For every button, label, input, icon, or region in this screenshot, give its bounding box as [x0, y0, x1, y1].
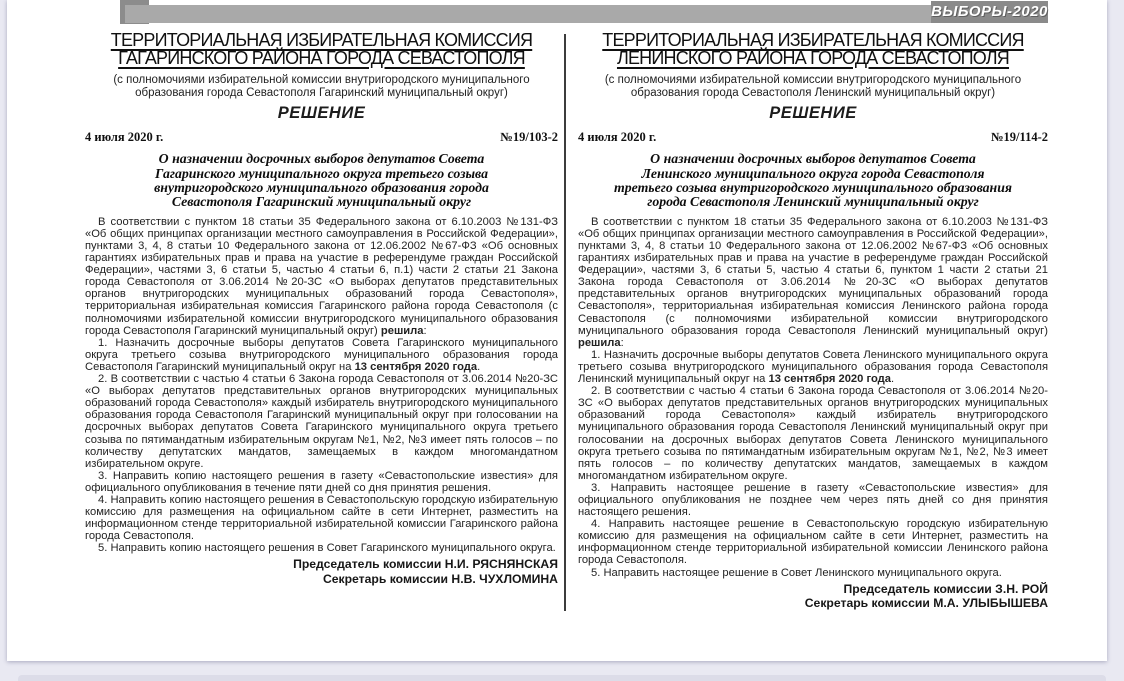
masthead-rule-bar: [125, 5, 1048, 23]
item-1-text: 1. Назначить досрочные выборы депутатов Совета Ленинского муниципального округа третьего созыва внутригородского муниципального образования города Севастополя Ленинский муниципальный округ на: [578, 348, 1048, 386]
preamble-text: В соответствии с пунктом 18 статьи 35 Федерального закона от 6.10.2003 №131-ФЗ «Об общих принципах организации местного самоуправления в Российской Федерации», пунктами 3, 4, 8 статьи 10 Федерального закона от 12.06.2002 №67-ФЗ «Об основных гарантиях избирательных прав и права на участие в референдуме граждан Российской Федерации», частями 3, 6 статьи 5, частью 4 статьи 6, п.1) части 2 статьи 21 Закона города Севастополя от 3.06.2014 №20-ЗС «О выборах депутатов представительных органов внутригородских муниципальных образований города Севастополя», территориальная избирательная комиссия Гагаринского района города Севастополя (с полномочиями избирательной комиссии внутригородского муниципального образования города Севастополя Гагаринский муниципальный округ): [85, 215, 558, 337]
decision-date: 4 июля 2020 г.: [85, 130, 164, 145]
column-gagarinsky-decision: [85, 32, 558, 611]
decision-title-line2: Ленинского муниципального округа города Севастополя: [641, 165, 985, 181]
preamble-paragraph: [578, 216, 1048, 349]
decision-title-line1: О назначении досрочных выборов депутатов Совета: [158, 151, 485, 167]
item-4-paragraph: 4. Направить настоящее решение в Севастопольскую городскую избирательную комиссию для размещения на официальном сайте в сети Интернет, разместить на информационном стенде территориальной избирательной комиссии Ленинского района города Севастополя.: [578, 518, 1048, 567]
decision-title: [85, 152, 558, 210]
item-1-period: .: [891, 373, 895, 386]
item-2-paragraph: 2. В соответствии с частью 4 статьи 6 Закона города Севастополя от 3.06.2014 №20-ЗС «О выборах депутатов представительных органов внутригородских муниципальных образований города Севастополя» каждый избиратель внутригородского муниципального образования города Севастополя Ленинский муниципальный округ при голосовании на досрочных выборах депутатов Совета Ленинского муниципального округа третьего созыва по пятимандатным избирательным округам №1, №2, №3 имеет пять голосов – по количеству депутатских мандатов, замещаемых в каждом многомандатном избирательном округе.: [578, 385, 1048, 482]
decision-title-line4: Севастополя Гагаринский муниципальный округ: [171, 194, 472, 210]
decision-title-line3: внутригородского муниципального образования города: [154, 180, 489, 195]
document-type-label: РЕШЕНИЕ: [769, 104, 857, 123]
item-5-paragraph: 5. Направить настоящее решение в Совет Ленинского муниципального округа.: [591, 566, 1002, 579]
item-3-paragraph: 3. Направить копию настоящего решения в газету «Севастопольские известия» для официального опубликования в течение пяти дней со дня принятия решения.: [85, 469, 558, 494]
decision-title-line3: третьего созыва внутригородского муниципального образования: [614, 180, 1012, 195]
commission-name-line2: ЛЕНИНСКОГО РАЙОНА ГОРОДА СЕВАСТОПОЛЯ: [616, 47, 1010, 68]
item-5-paragraph: 5. Направить копию настоящего решения в Совет Гагаринского муниципального округа.: [98, 542, 556, 555]
preamble-colon: :: [423, 324, 427, 337]
item-4-paragraph: 4. Направить копию настоящего решения в Севастопольскую городскую избирательную комиссию для размещения на официальном сайте в сети Интернет, разместить на информационном стенде территориальной избирательной комиссии Гагаринского района города Севастополя.: [85, 493, 558, 543]
commission-name-line1: ТЕРРИТОРИАЛЬНАЯ ИЗБИРАТЕЛЬНАЯ КОМИССИЯ: [110, 30, 533, 50]
column-divider-rule: [564, 34, 566, 611]
date-number-row: [578, 130, 1048, 145]
two-column-layout: [85, 32, 1062, 611]
chairman-signature: Председатель комиссии З.Н. РОЙ: [843, 581, 1048, 596]
decision-title-line2: Гагаринского муниципального округа третьего созыва: [154, 165, 489, 181]
item-1-paragraph: [85, 337, 558, 373]
item-1-election-date: 13 сентября 2020 года: [768, 373, 891, 386]
item-1-text: 1. Назначить досрочные выборы депутатов Совета Гагаринского муниципального округа третьего созыва внутригородского муниципального образования города Севастополя Гагаринский муниципальный округ на: [85, 336, 558, 373]
item-1-paragraph: [578, 349, 1048, 385]
document-type-label: РЕШЕНИЕ: [277, 104, 366, 123]
decision-title-line1: О назначении досрочных выборов депутатов Совета: [650, 151, 976, 167]
commission-name-heading: [578, 32, 1048, 67]
decision-title-line4: города Севастополя Ленинский муниципальный округ: [647, 194, 979, 210]
next-page-edge: [18, 675, 1106, 681]
date-number-row: [85, 130, 558, 145]
column-leninsky-decision: [578, 32, 1048, 611]
commission-name-heading: [85, 32, 558, 67]
decision-date: 4 июля 2020 г.: [578, 130, 657, 145]
preamble-text: В соответствии с пунктом 18 статьи 35 Федерального закона от 6.10.2003 №131-ФЗ «Об общих принципах организации местного самоуправления в Российской Федерации», пунктами 3, 4, 8 статьи 10 Федерального закона от 12.06.2002 №67-ФЗ «Об основных гарантиях избирательных прав и права на участие в референдуме граждан Российской Федерации», частями 3, 6 статьи 5, частью 4 статьи 6, пунктом 1 части 2 статьи 21 Закона города Севастополя от 3.06.2014 №20-ЗС «О выборах депутатов представительных органов внутригородских муниципальных образований города Севастополя», территориальная избирательная комиссия Ленинского района города Севастополя (с полномочиями избирательной комиссии внутригородского муниципального образования города Севастополя Ленинский муниципальный округ): [578, 215, 1048, 337]
commission-name-line2: ГАГАРИНСКОГО РАЙОНА ГОРОДА СЕВАСТОПОЛЯ: [118, 47, 525, 68]
commission-name-line1: ТЕРРИТОРИАЛЬНАЯ ИЗБИРАТЕЛЬНАЯ КОМИССИЯ: [602, 30, 1024, 50]
decision-number: №19/103-2: [500, 130, 558, 145]
commission-powers-subtitle: (с полномочиями избирательной комиссии внутригородского муниципального образования города Севастополя Гагаринский муниципальный округ): [113, 74, 530, 99]
secretary-signature: Секретарь комиссии Н.В. ЧУХЛОМИНА: [322, 572, 558, 587]
decision-number: №19/114-2: [990, 130, 1048, 145]
item-2-paragraph: 2. В соответствии с частью 4 статьи 6 Закона города Севастополя от 3.06.2014 №20-ЗС «О выборах депутатов представительных органов внутригородских муниципальных образований города Севастополя» каждый избиратель внутригородского муниципального образования города Севастополя Гагаринский муниципальный округ при голосовании на досрочных выборах депутатов Совета Гагаринского муниципального округа третьего созыва по пятимандатным избирательным округам №1, №2, №3 имеет пять голосов – по количеству депутатских мандатов, замещаемых в каждом многомандатном избирательном округе.: [85, 373, 558, 470]
decision-body: [578, 216, 1048, 579]
preamble-resolved-word: решила: [578, 336, 621, 349]
signature-block: [85, 557, 558, 586]
preamble-resolved-word: решила: [380, 324, 424, 337]
preamble-paragraph: [85, 216, 558, 337]
item-1-election-date: 13 сентября 2020 года: [354, 360, 478, 373]
decision-body: [85, 216, 558, 555]
decision-title: [578, 152, 1048, 210]
secretary-signature: Секретарь комиссии М.А. УЛЫБЫШЕВА: [804, 596, 1048, 611]
chairman-signature: Председатель комиссии Н.И. РЯСНЯНСКАЯ: [293, 557, 558, 572]
item-3-paragraph: 3. Направить настоящее решение в газету «Севастопольские известия» для официального опубликования не позднее чем через пять дней со дня принятия настоящего решения.: [578, 481, 1048, 519]
newspaper-page: [7, 0, 1107, 661]
signature-block: [578, 582, 1048, 611]
item-1-period: .: [477, 360, 481, 373]
commission-powers-subtitle: (с полномочиями избирательной комиссии внутригородского муниципального образования города Севастополя Ленинский муниципальный округ): [604, 74, 1022, 99]
preamble-colon: :: [620, 336, 624, 349]
elections-2020-badge: ВЫБОРЫ-2020: [931, 1, 1048, 23]
